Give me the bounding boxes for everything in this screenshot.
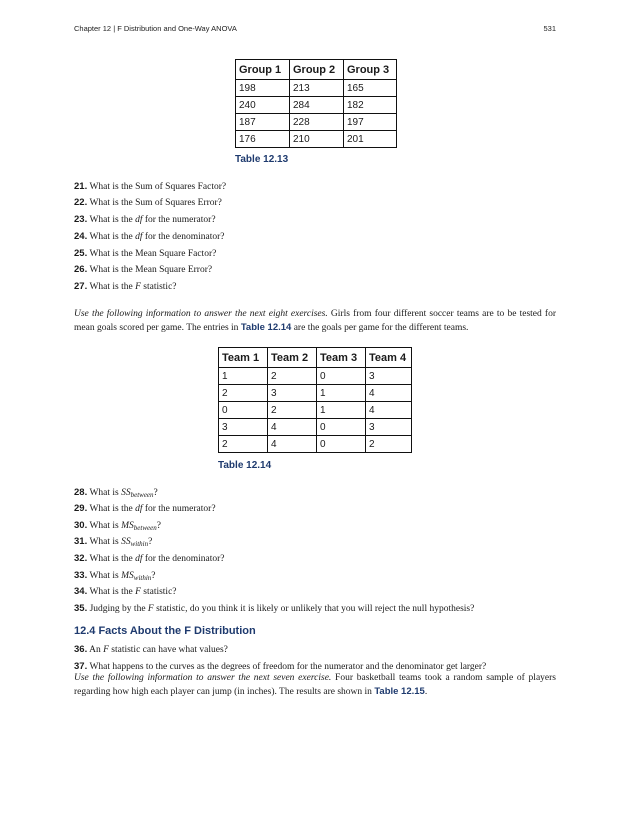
italic-term: F [147, 604, 154, 614]
table-12-15-link[interactable]: Table 12.15 [374, 686, 425, 697]
italic-term: df [135, 504, 143, 514]
table-row [236, 131, 397, 148]
table-cell: 3 [268, 385, 317, 402]
table-cell: 197 [344, 114, 397, 131]
exercise-text-end: for the numerator? [142, 215, 216, 225]
table-cell: 4 [268, 419, 317, 436]
table-row [236, 114, 397, 131]
table-cell: 201 [344, 131, 397, 148]
table-cell: 213 [290, 80, 344, 97]
table-cell: 0 [317, 419, 366, 436]
subscript-term: within [130, 540, 149, 548]
table-row [219, 368, 412, 385]
exercise-text: What is [89, 537, 122, 547]
column-header: Team 3 [317, 348, 366, 368]
table-cell: 4 [268, 436, 317, 453]
table-cell: 4 [366, 385, 412, 402]
table-row [236, 97, 397, 114]
exercise-32 [74, 553, 225, 565]
exercise-text: What is [89, 488, 122, 498]
paragraph-text: Girls from four different soccer teams are to be tested for mean goals scored per game. The entries in [74, 309, 556, 333]
table-row [219, 402, 412, 419]
exercise-text-end: for the numerator? [142, 504, 216, 514]
table-cell: 0 [317, 368, 366, 385]
exercise-text-end: statistic? [140, 587, 177, 597]
table-row [219, 419, 412, 436]
table-cell: 3 [219, 419, 268, 436]
table-12-14-link[interactable]: Table 12.14 [240, 322, 292, 333]
italic-term: df [135, 232, 143, 242]
table-cell: 284 [290, 97, 344, 114]
table-cell: 3 [366, 368, 412, 385]
exercise-text-end: ? [148, 537, 153, 547]
table-cell: 2 [219, 436, 268, 453]
exercise-number: 33. [74, 570, 88, 581]
table-caption: Table 12.14 [218, 460, 272, 471]
exercise-36 [74, 644, 228, 656]
column-header: Team 2 [268, 348, 317, 368]
table-12-14 [218, 347, 412, 453]
exercise-text: What is [89, 571, 122, 581]
chapter-title: Chapter 12 | F Distribution and One-Way ANOVA [74, 24, 237, 33]
exercise-text: What is the [89, 282, 136, 292]
table-cell: 4 [366, 402, 412, 419]
table-caption: Table 12.13 [235, 154, 289, 165]
exercise-30 [74, 520, 161, 532]
italic-term: F [135, 587, 141, 597]
exercise-35 [74, 603, 474, 615]
exercise-31 [74, 536, 152, 548]
exercise-number: 26. [74, 264, 88, 275]
exercise-text-end: statistic can have what values? [108, 645, 228, 655]
table-row [236, 80, 397, 97]
exercise-text-end: for the denominator? [142, 554, 225, 564]
table-cell: 0 [219, 402, 268, 419]
exercise-text: What happens to the curves as the degrees of freedom for the numerator and the denominator get larger? [89, 662, 487, 672]
subscript-term: between [130, 491, 154, 499]
exercise-text: What is the [89, 232, 136, 242]
exercise-22 [74, 197, 222, 209]
exercise-text-end: statistic? [140, 282, 177, 292]
page-number: 531 [543, 24, 556, 33]
exercise-number: 25. [74, 248, 88, 259]
exercise-text: What is the [89, 504, 136, 514]
instruction-italic: Use the following information to answer the next eight exercises. [74, 309, 328, 319]
table-cell: 2 [366, 436, 412, 453]
italic-term: MS [121, 571, 134, 581]
paragraph-text: Four basketball teams took a random sample of players regarding how high each player can jump (in inches). The results are shown in [74, 673, 556, 697]
page-header [74, 24, 556, 38]
table-cell: 2 [219, 385, 268, 402]
exercise-25 [74, 248, 216, 260]
paragraph-text-end: are the goals per game for the different teams. [291, 323, 469, 333]
subscript-term: within [133, 574, 152, 582]
exercise-number: 37. [74, 661, 88, 672]
exercise-21 [74, 181, 226, 193]
exercise-text-end: statistic, do you think it is likely or unlikely that you will reject the null hypothesis? [153, 604, 475, 614]
italic-term: SS [121, 537, 131, 547]
exercise-number: 27. [74, 281, 88, 292]
table-cell: 2 [268, 402, 317, 419]
exercise-33 [74, 570, 156, 582]
exercise-text: What is the [89, 587, 136, 597]
table-row [219, 436, 412, 453]
exercise-text: What is the Sum of Squares Error? [89, 198, 222, 208]
table-cell: 210 [290, 131, 344, 148]
exercise-29 [74, 503, 216, 515]
exercise-27 [74, 281, 177, 293]
exercise-34 [74, 586, 177, 598]
table-cell: 228 [290, 114, 344, 131]
italic-term: df [135, 215, 143, 225]
exercise-text: What is the Sum of Squares Factor? [89, 182, 227, 192]
italic-term: F [103, 645, 109, 655]
exercise-text: Judging by the [89, 604, 148, 614]
exercise-number: 23. [74, 214, 88, 225]
exercise-number: 35. [74, 603, 88, 614]
italic-term: SS [121, 488, 131, 498]
exercise-number: 30. [74, 520, 88, 531]
column-header: Group 2 [290, 60, 344, 80]
exercise-text-end: for the denominator? [142, 232, 225, 242]
exercise-number: 34. [74, 586, 88, 597]
instruction-italic: Use the following information to answer the next seven exercise. [74, 673, 332, 683]
exercise-text: What is the Mean Square Factor? [89, 249, 217, 259]
exercise-24 [74, 231, 225, 243]
basketball-intro-paragraph [74, 672, 556, 699]
table-cell: 176 [236, 131, 290, 148]
section-heading: 12.4 Facts About the F Distribution [74, 625, 256, 637]
table-cell: 187 [236, 114, 290, 131]
exercise-number: 24. [74, 231, 88, 242]
exercise-number: 29. [74, 503, 88, 514]
table-cell: 1 [317, 402, 366, 419]
column-header: Group 3 [344, 60, 397, 80]
table-cell: 165 [344, 80, 397, 97]
table-cell: 1 [219, 368, 268, 385]
subscript-term: between [133, 524, 157, 532]
italic-term: F [135, 282, 141, 292]
exercise-text: What is the [89, 554, 136, 564]
exercise-text-end: ? [156, 521, 161, 531]
table-cell: 1 [317, 385, 366, 402]
exercise-number: 31. [74, 536, 88, 547]
table-12-13 [235, 59, 397, 148]
exercise-number: 36. [74, 644, 88, 655]
column-header: Group 1 [236, 60, 290, 80]
exercise-28 [74, 487, 158, 499]
table-cell: 240 [236, 97, 290, 114]
soccer-intro-paragraph [74, 308, 556, 335]
exercise-text: An [89, 645, 104, 655]
table-cell: 2 [268, 368, 317, 385]
table-header-row [236, 60, 397, 80]
exercise-text-end: ? [151, 571, 156, 581]
table-row [219, 385, 412, 402]
exercise-26 [74, 264, 212, 276]
italic-term: df [135, 554, 143, 564]
table-header-row [219, 348, 412, 368]
exercise-23 [74, 214, 216, 226]
column-header: Team 4 [366, 348, 412, 368]
exercise-text: What is [89, 521, 122, 531]
table-cell: 182 [344, 97, 397, 114]
exercise-text-end: ? [153, 488, 158, 498]
paragraph-text-end: . [424, 687, 428, 697]
exercise-number: 32. [74, 553, 88, 564]
italic-term: MS [121, 521, 134, 531]
table-cell: 198 [236, 80, 290, 97]
exercise-text: What is the Mean Square Error? [89, 265, 213, 275]
exercise-number: 22. [74, 197, 88, 208]
exercise-text: What is the [89, 215, 136, 225]
table-cell: 0 [317, 436, 366, 453]
table-cell: 3 [366, 419, 412, 436]
exercise-number: 28. [74, 487, 88, 498]
exercise-number: 21. [74, 181, 88, 192]
column-header: Team 1 [219, 348, 268, 368]
